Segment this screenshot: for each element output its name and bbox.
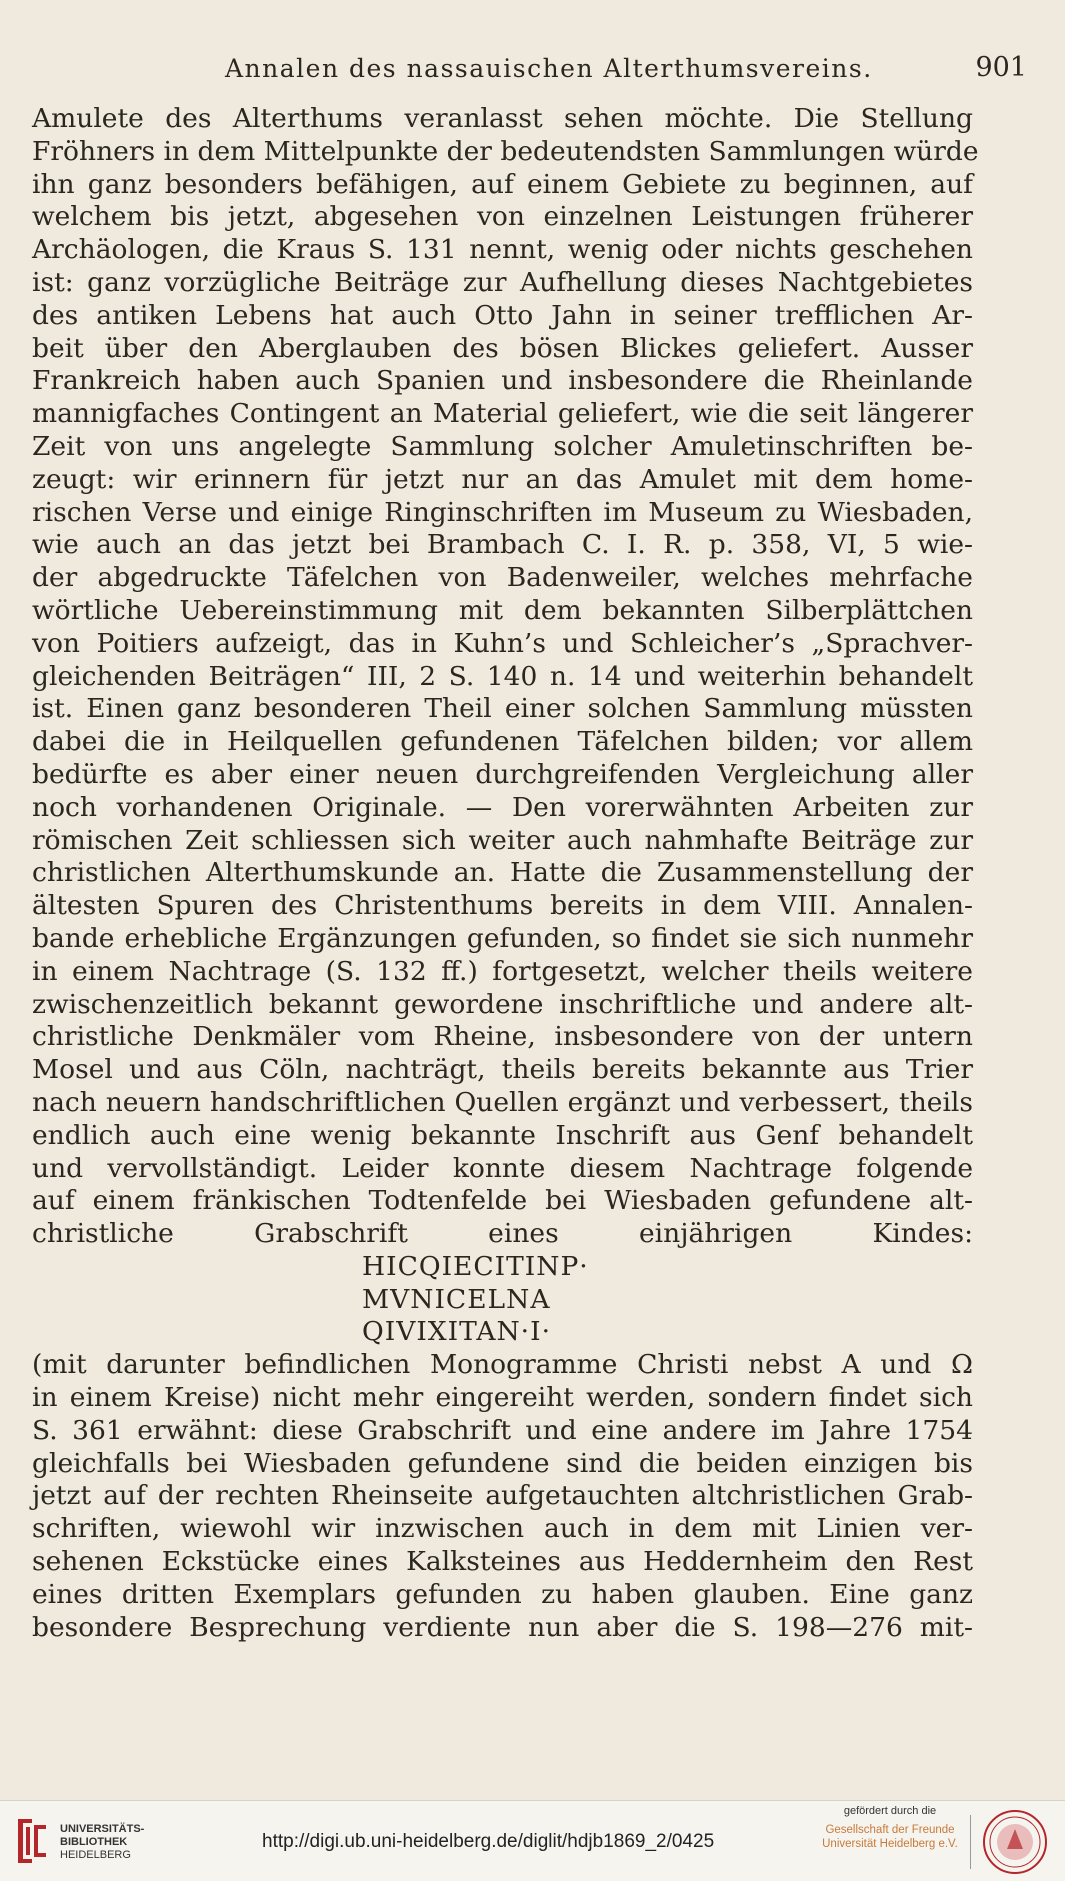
text-line: welchem bis jetzt, abgesehen von einzelnen Leistungen früherer	[32, 201, 973, 233]
running-title: Annalen des nassauischen Alterthumsvereins.	[225, 54, 873, 83]
text-line: zeugt: wir erinnern für jetzt nur an das Amulet mit dem home-	[32, 463, 973, 495]
library-name-line: UNIVERSITÄTS-	[60, 1823, 145, 1835]
text-line: Mosel und aus Cöln, nachträgt, theils bereits bekannte aus Trier	[32, 1054, 973, 1086]
text-line: in einem Kreise) nicht mehr eingereiht werden, sondern findet sich	[32, 1382, 973, 1414]
text-line: (mit darunter befindlichen Monogramme Christi nebst A und Ω	[32, 1349, 973, 1381]
text-line: ist: ganz vorzügliche Beiträge zur Aufhellung dieses Nachtgebietes	[32, 266, 973, 298]
text-line: S. 361 erwähnt: diese Grabschrift und eine andere im Jahre 1754	[32, 1414, 973, 1446]
text-line: und vervollständigt. Leider konnte diesem Nachtrage folgende	[32, 1152, 973, 1184]
text-line: rischen Verse und einige Ringinschriften im Museum zu Wiesbaden,	[32, 496, 973, 528]
text-line: Zeit von uns angelegte Sammlung solcher Amuletinschriften be-	[32, 430, 973, 462]
text-line: endlich auch eine wenig bekannte Inschrift aus Genf behandelt	[32, 1119, 973, 1151]
library-name	[60, 1823, 144, 1862]
text-line: römischen Zeit schliessen sich weiter auch nahmhafte Beiträge zur	[32, 824, 973, 856]
page-number: 901	[975, 52, 1027, 83]
text-line: bande erhebliche Ergänzungen gefunden, so findet sie sich nunmehr	[32, 922, 973, 954]
university-seal-icon[interactable]	[982, 1809, 1048, 1875]
text-line: nach neuern handschriftlichen Quellen ergänzt und verbessert, theils	[32, 1086, 973, 1118]
text-line: des antiken Lebens hat auch Otto Jahn in seiner trefflichen Ar-	[32, 299, 973, 331]
page-header	[30, 48, 1035, 88]
sponsor-line: Universität Heidelberg e.V.	[822, 1838, 958, 1850]
text-line: Frankreich haben auch Spanien und insbesondere die Rheinlande	[32, 365, 973, 397]
text-line: gleichenden Beiträgen“ III, 2 S. 140 n. 14 und weiterhin behandelt	[32, 660, 973, 692]
inscription-line: HICQIECITINP·	[362, 1250, 589, 1282]
sponsor-block[interactable]	[805, 1805, 975, 1851]
text-line: bedürfte es aber einer neuen durchgreifenden Vergleichung aller	[32, 758, 973, 790]
text-line: wie auch an das jetzt bei Brambach C. I. R. p. 358, VI, 5 wie-	[32, 529, 973, 561]
text-line: Archäologen, die Kraus S. 131 nennt, wenig oder nichts geschehen	[32, 234, 973, 266]
text-line: eines dritten Exemplars gefunden zu haben glauben. Eine ganz	[32, 1578, 973, 1610]
sponsor-line: Gesellschaft der Freunde	[825, 1824, 955, 1836]
permalink-url[interactable]: http://digi.ub.uni-heidelberg.de/diglit/hdjb1869_2/0425	[262, 1831, 715, 1852]
text-line: von Poitiers aufzeigt, das in Kuhn’s und Schleicher’s „Sprachver-	[32, 627, 973, 659]
funded-by-label: gefördert durch die	[843, 1805, 937, 1817]
text-line: sehenen Eckstücke eines Kalksteines aus Heddernheim den Rest	[32, 1546, 973, 1578]
text-line: dabei die in Heilquellen gefundenen Täfelchen bilden; vor allem	[32, 726, 973, 758]
inscription-line: MVNICELNA	[362, 1283, 551, 1315]
text-line: Amulete des Alterthums veranlasst sehen möchte. Die Stellung	[32, 103, 973, 134]
text-line: der abgedruckte Täfelchen von Badenweiler, welches mehrfache	[32, 562, 973, 594]
text-line: schriften, wiewohl wir inzwischen auch in dem mit Linien ver-	[32, 1513, 973, 1545]
text-line: in einem Nachtrage (S. 132 ff.) fortgesetzt, welcher theils weitere	[32, 955, 973, 987]
text-line: ist. Einen ganz besonderen Theil einer solchen Sammlung müssten	[32, 693, 973, 725]
text-line: ältesten Spuren des Christenthums bereits in dem VIII. Annalen-	[32, 890, 973, 922]
text-line: jetzt auf der rechten Rheinseite aufgetauchten altchristlichen Grab-	[32, 1480, 973, 1512]
text-line: auf einem fränkischen Todtenfelde bei Wiesbaden gefundene alt-	[32, 1185, 973, 1217]
library-name-line: BIBLIOTHEK	[60, 1836, 128, 1848]
text-line: christlichen Alterthumskunde an. Hatte die Zusammenstellung der	[32, 857, 973, 889]
library-name-line: HEIDELBERG	[60, 1849, 131, 1861]
text-line: besondere Besprechung verdiente nun aber die S. 198—276 mit-	[32, 1611, 973, 1643]
text-line: Fröhners in dem Mittelpunkte der bedeutendsten Sammlungen würde	[32, 135, 979, 167]
text-line: christliche Grabschrift eines einjährigen Kindes:	[32, 1218, 973, 1250]
text-line: noch vorhandenen Originale. — Den vorerwähnten Arbeiten zur	[32, 791, 973, 823]
university-library-logo-icon[interactable]	[12, 1815, 52, 1867]
body-text	[32, 103, 979, 1644]
text-line: mannigfaches Contingent an Material geliefert, wie die seit längerer	[32, 398, 973, 430]
text-line: wörtliche Uebereinstimmung mit dem bekannten Silberplättchen	[32, 594, 973, 626]
footer-divider	[970, 1815, 971, 1869]
text-line: ihn ganz besonders befähigen, auf einem Gebiete zu beginnen, auf	[32, 168, 973, 200]
footer-bar	[0, 1800, 1065, 1881]
inscription-line: QIVIXITAN·I·	[362, 1316, 551, 1348]
text-line: zwischenzeitlich bekannt gewordene inschriftliche und andere alt-	[32, 988, 973, 1020]
text-line: beit über den Aberglauben des bösen Blickes geliefert. Ausser	[32, 332, 973, 364]
text-line: gleichfalls bei Wiesbaden gefundene sind die beiden einzigen bis	[32, 1447, 973, 1479]
text-line: christliche Denkmäler vom Rheine, insbesondere von der untern	[32, 1021, 973, 1053]
